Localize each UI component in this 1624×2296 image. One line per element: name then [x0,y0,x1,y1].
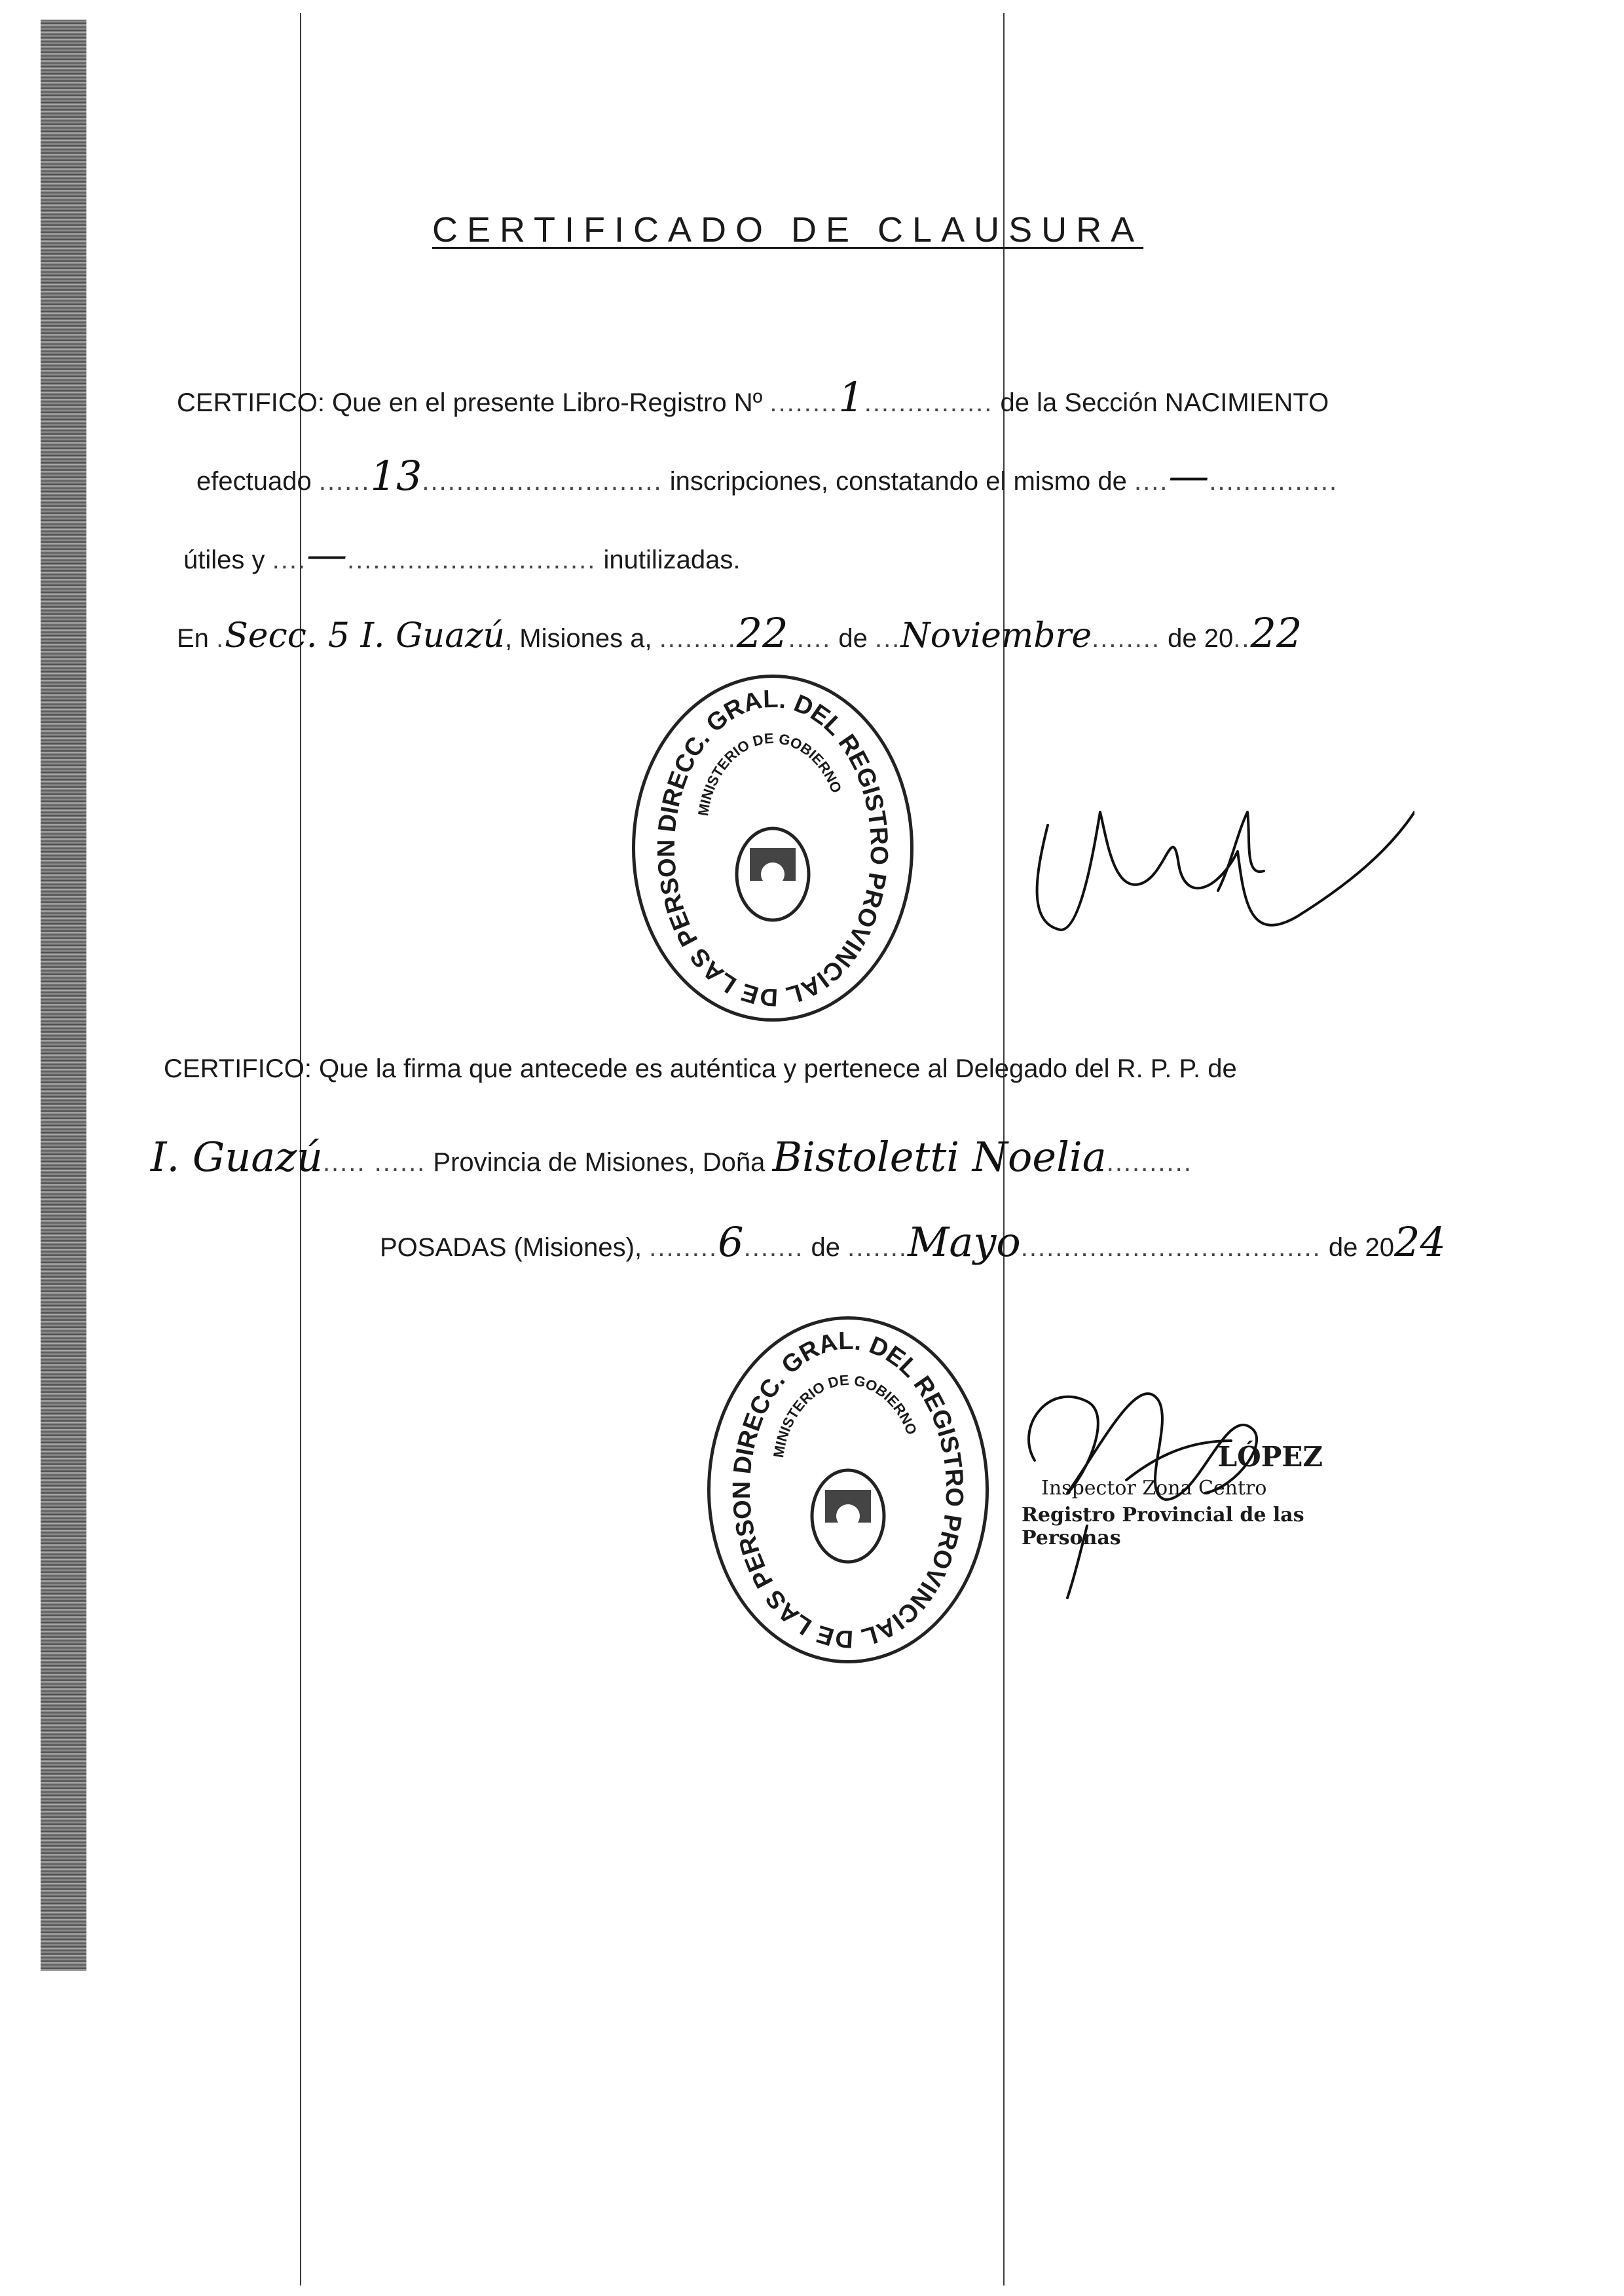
delegado-nombre: Bistoletti Noelia [772,1133,1107,1181]
mes: Noviembre [900,616,1092,656]
signature-2 [1008,1329,1349,1604]
official-role: Inspector Zona Centro [1041,1477,1267,1500]
line3-prefix: útiles y [183,546,265,574]
svg-text:DIRECC. GRAL. DEL REGISTRO PRO [635,678,893,1011]
dots: ... [874,624,901,653]
official-seal-2 [707,1316,989,1663]
dots: . [216,624,225,653]
line4-middle: , Misiones a, [505,624,652,653]
libro-numero: 1 [838,373,864,421]
dots: ........ [769,388,839,417]
dots: ........ [1092,624,1161,653]
seal-2-graphic [710,1320,986,1660]
dots: ..... ...... [322,1148,426,1177]
delegado-lugar: I. Guazú [151,1133,323,1181]
anio-2: 24 [1393,1218,1446,1266]
line1-prefix: CERTIFICO: Que en el presente Libro-Registro Nº [177,388,763,417]
posadas-prefix: POSADAS (Misiones), [380,1233,642,1262]
scan-edge-strip [41,20,86,1971]
official-office: Registro Provincial de las Personas [1022,1504,1304,1549]
lugar: Secc. 5 I. Guazú [225,616,506,656]
line2-middle: inscripciones, constatando el mismo de [669,467,1127,496]
official-seal-1 [632,675,913,1022]
inscripciones-count: 13 [370,452,422,500]
inutilizadas-value: — [306,530,348,578]
svg-text:MINISTERIO DE GOBIERNO [770,1372,920,1459]
second-cert-line-1: CERTIFICO: Que la firma que antecede es auténtica y pertenece al Delegado del R. P. P. de [164,1054,1237,1083]
line2-prefix: efectuado [196,467,312,496]
dots: .. [1233,624,1251,653]
anio: 22 [1250,609,1302,657]
dots: .... [1134,467,1169,496]
svg-text:MINISTERIO DE GOBIERNO [695,730,845,817]
seal-1-ring-text: DIRECC. GRAL. DEL REGISTRO PROVINCIAL DE LAS PERSON [652,685,893,1011]
seal-1-graphic [635,678,910,1018]
second-cert-line-2 [151,1133,1192,1181]
second-cert-line-3 [380,1218,1446,1266]
dots: ...... [318,467,371,496]
seal-2-inner-text: MINISTERIO DE GOBIERNO [769,1371,921,1459]
dots: ......... [659,624,737,653]
dots: ..... [788,624,832,653]
dots: ................................... [1020,1233,1321,1262]
dots: ............... [1209,467,1338,496]
de-word-2: de [811,1233,841,1262]
line1-suffix: de la Sección NACIMIENTO [1000,388,1329,417]
cert-line-1 [177,373,1329,421]
dots: ........ [649,1233,718,1262]
official-name: LÓPEZ [1217,1441,1323,1473]
dots: .......... [1106,1148,1192,1177]
dots: ....... [743,1233,804,1262]
line3-suffix: inutilizadas. [603,546,741,574]
year-prefix-2: de 20 [1328,1233,1394,1262]
provincia-text: Provincia de Misiones, Doña [433,1148,766,1177]
cert-line-2 [196,452,1338,500]
dots: ....... [847,1233,908,1262]
dots: ............................ [422,467,663,496]
document-title: CERTIFICADO DE CLAUSURA [432,210,1144,250]
dots: ............................. [347,546,597,574]
line4-prefix: En [177,624,209,653]
mismo-de-value: — [1168,452,1209,500]
cert-line-3 [183,530,741,578]
seal-1-inner-text: MINISTERIO DE GOBIERNO [694,730,845,817]
dia-2: 6 [718,1218,744,1266]
dia: 22 [736,609,788,657]
de-word: de [838,624,868,653]
svg-text:DIRECC. GRAL. DEL REGISTRO PRO [710,1320,968,1653]
dots: .... [272,546,307,574]
seal-2-ring-text: DIRECC. GRAL. DEL REGISTRO PROVINCIAL DE LAS PERSON [728,1327,969,1653]
dots: ............... [864,388,993,417]
cert-line-4 [177,609,1302,657]
mes-2: Mayo [907,1218,1021,1266]
signature-1 [1022,733,1414,982]
year-prefix: de 20 [1168,624,1234,653]
